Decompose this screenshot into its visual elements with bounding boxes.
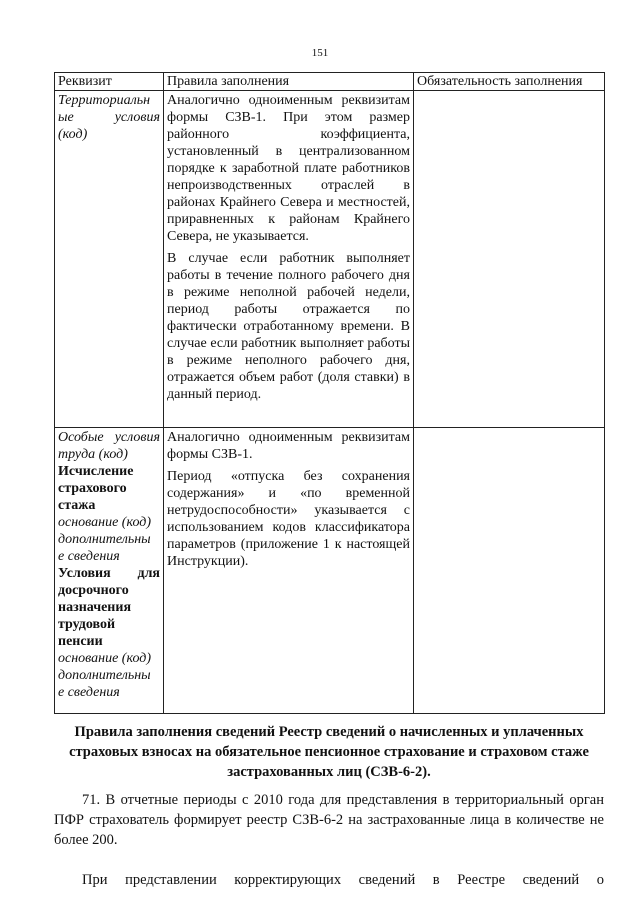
requisite-line: досрочного [58,583,129,598]
requisite-line: трудовой [58,617,116,632]
header-rules: Правила заполнения [164,73,414,91]
requisite-line: пенсии [58,634,103,649]
requisite-line: страхового [58,481,127,496]
requisite-line: дополнительны [58,668,151,683]
rule-paragraph: Период «отпуска без сохранения содержания» и «по временной нетрудоспособности» указывается с использованием кодов классификатора параметров (приложение 1 к настоящей Инструкции). [167,469,410,569]
obligation-cell [414,428,605,714]
requisite-line: Исчисление [58,464,134,479]
rules-cell [164,91,414,428]
rule-paragraph: Аналогично одноименным реквизитам формы СЗВ-1. При этом размер районного коэффициента, установленный в централизованном порядке к заработной плате работников непроизводственных отраслей в районах Крайнего Севера и местностей, приравненных к районам Крайнего Севера, не указывается. [167,93,410,244]
page-number: 151 [311,47,329,59]
requisite-line: Особые условия [58,430,160,445]
rule-paragraph: Аналогично одноименным реквизитам формы СЗВ-1. [167,430,410,462]
table-row [55,91,605,428]
requisite-line: труда (код) [58,447,128,462]
requisite-cell [55,428,164,714]
requisite-line: ые условия [58,110,160,125]
requisite-cell [55,91,164,428]
requisite-line: назначения [58,600,132,615]
paragraph-71: 71. В отчетные периоды с 2010 года для представления в территориальный орган ПФР страхователь формирует реестр СЗВ-6-2 на застрахованные лица в количестве не более 200. [54,792,604,848]
header-obligation: Обязательность заполнения [414,73,605,91]
requisite-line: основание (код) [58,515,152,530]
requisite-line: Условия для [58,566,160,581]
requisite-line: (код) [58,127,88,142]
header-requisite: Реквизит [55,73,164,91]
rule-paragraph: В случае если работник выполняет работы в течение полного рабочего дня в режиме неполной рабочей недели, период работы отражается по фактически отработанному времени. В случае если работник выполняет работы в режиме неполного рабочего дня, отражается объем работ (доля ставки) в данный период. [167,251,410,402]
obligation-cell [414,91,605,428]
requisite-line: Территориальн [58,93,151,108]
rules-cell [164,428,414,714]
paragraph-continuation: При представлении корректирующих сведений в Реестре сведений о [82,872,604,888]
table-row [55,428,605,714]
requisites-table [54,72,605,714]
requisite-line: е сведения [58,549,120,564]
requisite-line: стажа [58,498,96,513]
requisite-line: дополнительны [58,532,151,547]
table-header-row [55,73,605,91]
requisite-line: основание (код) [58,651,152,666]
requisite-line: е сведения [58,685,120,700]
section-title: Правила заполнения сведений Реестр сведений о начисленных и уплаченных страховых взносах на обязательное пенсионное страхование и страховом стаже застрахованных лиц (СЗВ-6-2). [69,724,589,780]
